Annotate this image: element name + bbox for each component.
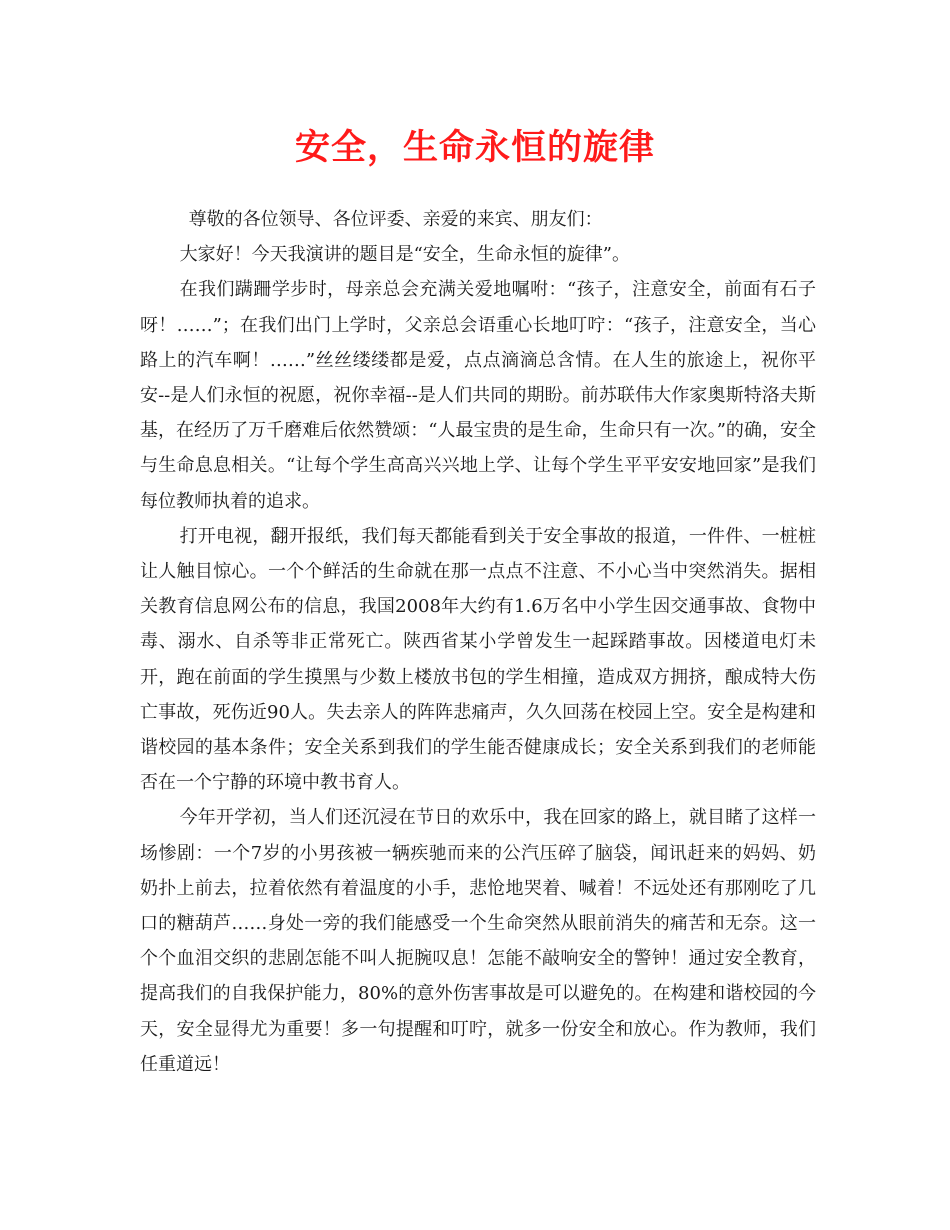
parental-care-paragraph: 在我们蹒跚学步时，母亲总会充满关爱地嘱咐：“孩子，注意安全，前面有石子呀！……”；在我们出门上学时，父亲总会语重心长地叮咛：“孩子，注意安全，当心路上的汽车啊！……”丝丝缕缕都是爱，点点滴滴总含情。在人生的旅途上，祝你平安--是人们永恒的祝愿，祝你幸福--是人们共同的期盼。前苏联伟大作家奥斯特洛夫斯基，在经历了万千磨难后依然赞颂：“人最宝贵的是生命，生命只有一次。”的确，安全与生命息息相关。“让每个学生高高兴兴地上学、让每个学生平平安安地回家”是我们每位教师执着的追求。: [140, 279, 816, 512]
greeting-paragraph: 大家好！今天我演讲的题目是“安全，生命永恒的旋律”。: [179, 244, 630, 266]
salutation-paragraph: 尊敬的各位领导、各位评委、亲爱的来宾、朋友们：: [188, 209, 603, 230]
document-title: 安全，生命永恒的旋律: [294, 127, 655, 168]
document-body: [140, 202, 816, 1082]
witnessed-tragedy-paragraph: 今年开学初，当人们还沉浸在节日的欢乐中，我在回家的路上，就目睹了这样一场惨剧：一个7岁的小男孩被一辆疾驰而来的公汽压碎了脑袋，闻讯赶来的妈妈、奶奶扑上前去，拉着依然有着温度的小手，悲怆地哭着、喊着！不远处还有那刚吃了几口的糖葫芦……身处一旁的我们能感受一个生命突然从眼前消失的痛苦和无奈。这一个个血泪交织的悲剧怎能不叫人扼腕叹息！怎能不敲响安全的警钟！通过安全教育，提高我们的自我保护能力，80%的意外伤害事故是可以避免的。在构建和谐校园的今天，安全显得尤为重要！多一句提醒和叮咛，就多一份安全和放心。作为教师，我们任重道远！: [140, 807, 816, 1075]
safety-accident-paragraph: 打开电视，翻开报纸，我们每天都能看到关于安全事故的报道，一件件、一桩桩让人触目惊心。一个个鲜活的生命就在那一点点不注意、不小心当中突然消失。据相关教育信息网公布的信息，我国2008年大约有1.6万名中小学生因交通事故、食物中毒、溺水、自杀等非正常死亡。陕西省某小学曾发生一起踩踏事故。因楼道电灯未开，跑在前面的学生摸黑与少数上楼放书包的学生相撞，造成双方拥挤，酿成特大伤亡事故，死伤近90人。失去亲人的阵阵悲痛声，久久回荡在校园上空。安全是构建和谐校园的基本条件；安全关系到我们的学生能否健康成长；安全关系到我们的老师能否在一个宁静的环境中教书育人。: [140, 525, 816, 794]
